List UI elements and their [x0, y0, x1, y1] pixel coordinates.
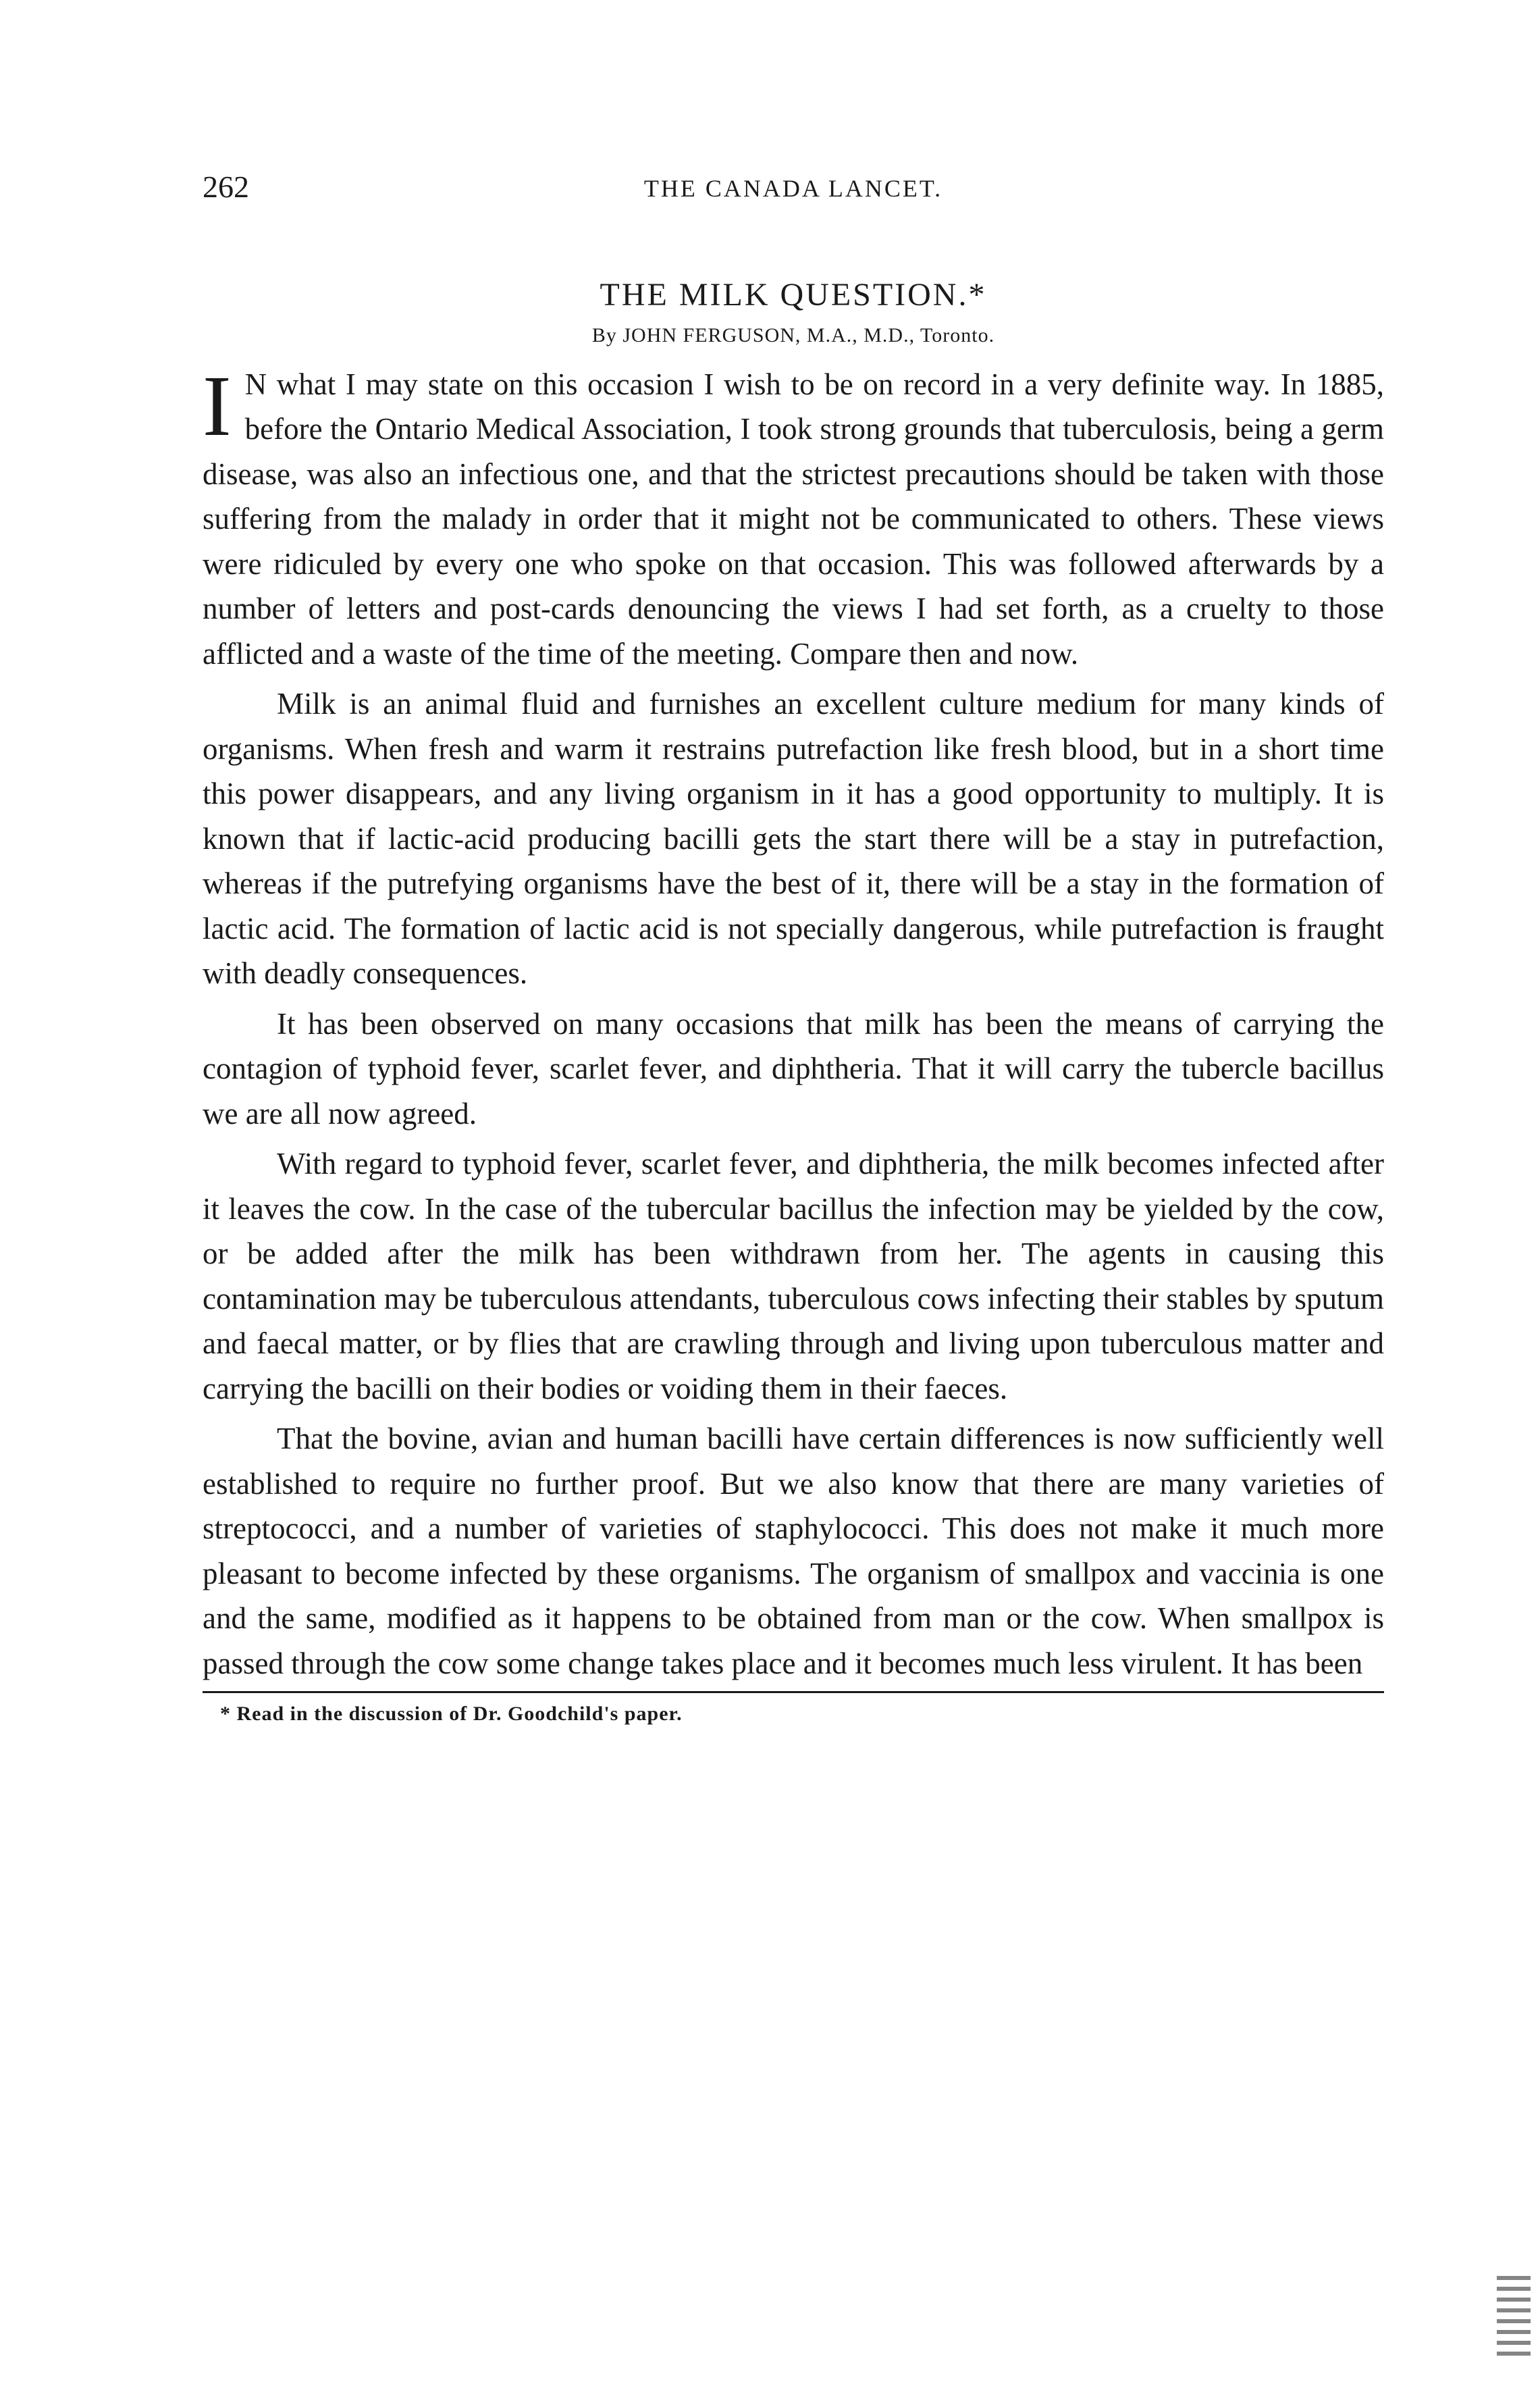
running-head — [203, 169, 1384, 223]
article-title: THE MILK QUESTION.* — [600, 277, 987, 313]
paragraph-1 — [203, 357, 1384, 677]
scan-edge-mark — [1497, 2276, 1531, 2357]
paragraph-1-text: N what I may state on this occasion I wish to be on record in a very definite way. In 1885, before the Ontario Medical Association, I took strong grounds that tuberculosis, being a germ disease, was also an infectious one, and that the strictest precautions should be taken with those suffering from the malady in order that it might not be communicated to others. These views were ridiculed by every one who spoke on that occasion. This was followed afterwards by a number of letters and post-cards denouncing the views I had set forth, as a cruelty to those afflicted and a waste of the time of the meeting. Compare then and now. — [203, 367, 1384, 671]
paragraph-5: That the bovine, avian and human bacilli have certain differences is now sufficiently well established to require no further proof. But we also know that there are many varieties of streptococci, and a number of varieties of staphylococci. This does not make it much more pleasant to become infected by these organisms. The organism of smallpox and vaccinia is one and the same, modified as it happens to be obtained from man or the cow. When smallpox is passed through the cow some change takes place and it becomes much less virulent. It has been — [203, 1422, 1384, 1680]
drop-cap: I — [203, 357, 232, 454]
footnote-divider — [203, 1691, 1384, 1693]
article-byline: By JOHN FERGUSON, M.A., M.D., Toronto. — [591, 323, 995, 346]
paragraph-4: With regard to typhoid fever, scarlet fever, and diphtheria, the milk becomes infected after it leaves the cow. In the case of the tubercular bacillus the infection may be yielded by the cow, or be added after the milk has been withdrawn from her. The agents in causing this contamination may be tuberculous attendants, tuberculous cows infecting their stables by sputum and faecal matter, or by flies that are crawling through and living upon tuberculous matter and carrying the bacilli on their bodies or voiding them in their faeces. — [203, 1147, 1384, 1405]
document-page — [203, 169, 1384, 1726]
article-body — [203, 357, 1384, 1686]
paragraph-3: It has been observed on many occasions that milk has been the means of carrying the contagion of typhoid fever, scarlet fever, and diphtheria. That it will carry the tubercle bacillus we are all now agreed. — [203, 1006, 1384, 1131]
journal-title: THE CANADA LANCET. — [643, 175, 943, 202]
page-number: 262 — [203, 170, 249, 204]
paragraph-2: Milk is an animal fluid and furnishes an excellent culture medium for many kinds of organisms. When fresh and warm it restrains putrefaction like fresh blood, but in a short time this power disappears, and any living organism in it has a good opportunity to multiply. It is known that if lactic-acid producing bacilli gets the start there will be a stay in putrefaction, whereas if the putrefying organisms have the best of it, there will be a stay in the formation of lactic acid. The formation of lactic acid is not specially dangerous, while putrefaction is fraught with deadly consequences. — [203, 687, 1384, 991]
footnote: * Read in the discussion of Dr. Goodchild's paper. — [220, 1703, 683, 1726]
